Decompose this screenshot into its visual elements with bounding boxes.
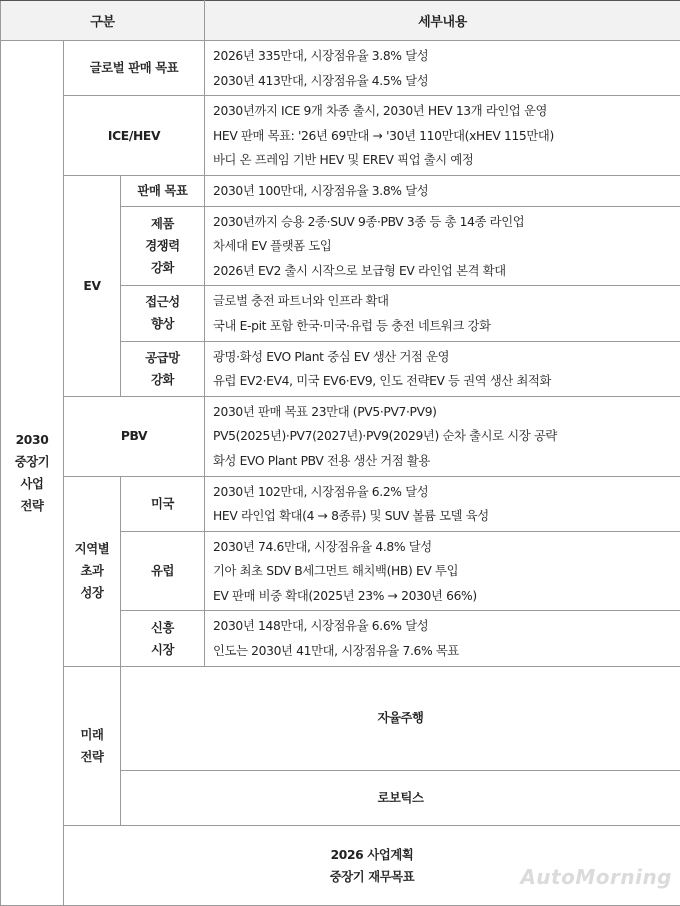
table-row [1, 476, 680, 531]
strategy-2030-label: 2030 중장기 사업 전략 [1, 41, 64, 906]
autonomous-label: 자율주행 [121, 666, 680, 770]
future-label: 미래 전략 [64, 666, 121, 826]
watermark-logo: AutoMorning [520, 865, 672, 889]
us-details: 2030년 102만대, 시장점유율 6.2% 달성 HEV 라인업 확대(4 → 8종류) 및 SUV 볼륨 모델 육성 [205, 476, 680, 531]
ev-supply-label: 공급망 강화 [121, 341, 205, 396]
header-details: 세부내용 [205, 1, 680, 41]
ice-hev-label: ICE/HEV [64, 96, 205, 176]
emerging-details: 2030년 148만대, 시장점유율 6.6% 달성 인도는 2030년 41만대, 시장점유율 7.6% 목표 [205, 611, 680, 666]
header-category: 구분 [1, 1, 205, 41]
regional-label: 지역별 초과 성장 [64, 476, 121, 666]
global-sales-details: 2026년 335만대, 시장점유율 3.8% 달성 2030년 413만대, 시장점유율 4.5% 달성 [205, 41, 680, 96]
europe-label: 유럽 [121, 531, 205, 611]
europe-details: 2030년 74.6만대, 시장점유율 4.8% 달성 기아 최초 SDV B세그먼트 해치백(HB) EV 투입 EV 판매 비중 확대(2025년 23% → 2030년 66%) [205, 531, 680, 611]
us-label: 미국 [121, 476, 205, 531]
ev-label: EV [64, 175, 121, 396]
table-row [1, 175, 680, 206]
table-row [1, 41, 680, 96]
pbv-label: PBV [64, 396, 205, 476]
ev-sales-details: 2030년 100만대, 시장점유율 3.8% 달성 [205, 175, 680, 206]
finance-label: 2026 사업계획 중장기 재무목표 [64, 826, 680, 906]
ev-supply-details: 광명·화성 EVO Plant 중심 EV 생산 거점 운영 유럽 EV2·EV4, 미국 EV6·EV9, 인도 전략EV 등 권역 생산 최적화 [205, 341, 680, 396]
ev-sales-label: 판매 목표 [121, 175, 205, 206]
table-row [1, 396, 680, 476]
emerging-label: 신흥 시장 [121, 611, 205, 666]
ev-access-label: 접근성 향상 [121, 286, 205, 341]
global-sales-label: 글로벌 판매 목표 [64, 41, 205, 96]
pbv-details: 2030년 판매 목표 23만대 (PV5·PV7·PV9) PV5(2025년)·PV7(2027년)·PV9(2029년) 순차 출시로 시장 공략 화성 EVO Plant PBV 전용 생산 거점 활용 [205, 396, 680, 476]
ice-hev-details: 2030년까지 ICE 9개 차종 출시, 2030년 HEV 13개 라인업 운영 HEV 판매 목표: '26년 69만대 → '30년 110만대(xHEV 115만대) 바디 온 프레임 기반 HEV 및 EREV 픽업 출시 예정 [205, 96, 680, 176]
table-row [1, 666, 680, 770]
ev-product-details: 2030년까지 승용 2종·SUV 9종·PBV 3종 등 총 14종 라인업 차세대 EV 플랫폼 도입 2026년 EV2 출시 시작으로 보급형 EV 라인업 본격 확대 [205, 206, 680, 286]
robotics-label: 로보틱스 [121, 771, 680, 826]
ev-access-details: 글로벌 충전 파트너와 인프라 확대 국내 E-pit 포함 한국·미국·유럽 등 충전 네트워크 강화 [205, 286, 680, 341]
ev-product-label: 제품 경쟁력 강화 [121, 206, 205, 286]
table-row [1, 96, 680, 176]
header-row [1, 1, 680, 41]
